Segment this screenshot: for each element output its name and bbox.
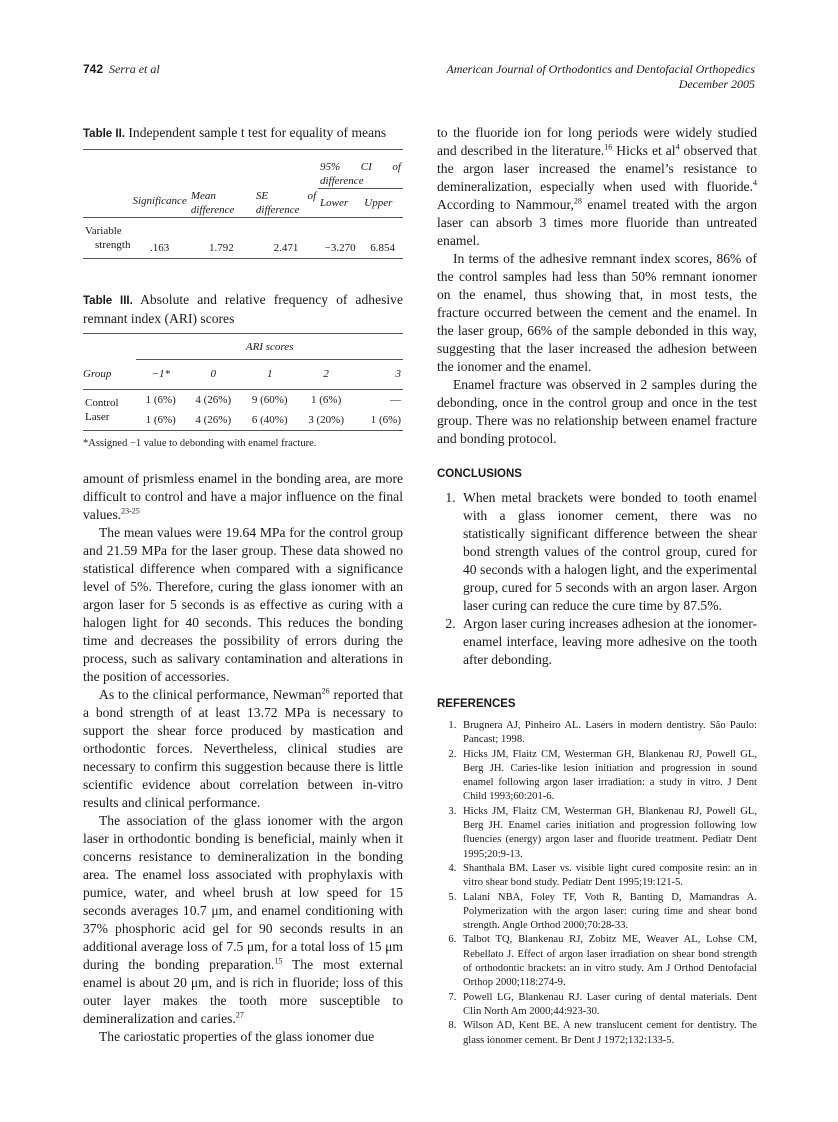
list-item: 2. Argon laser curing increases adhesion at the ionomer-enamel interface, leaving more adhesive on the tooth after debonding.: [459, 615, 757, 669]
reference-item: 7. Powell LG, Blankenau RJ. Laser curing of dental materials. Dent Clin North Am 2000;44:923-30.: [459, 991, 757, 1020]
ci-header: 95% CI of difference: [318, 150, 403, 189]
reference-item: 5. Lalani NBA, Foley TF, Voth R, Banting D, Mamandras A. Polymerization with the argon laser: curing time and shear bond strength. Angle Orthod 2000;70:28-33.: [459, 891, 757, 934]
references-list: [437, 719, 757, 1048]
reference-item: 3. Hicks JM, Flaitz CM, Westerman GH, Blankenau RJ, Powell GL, Berg JH. Enamel caries initiation and progression following low fluencies (energy) argon laser and fluoride treatment. Pediatr Dent 1995;20:9-13.: [459, 805, 757, 862]
reference-item: 2. Hicks JM, Flaitz CM, Westerman GH, Blankenau RJ, Powell GL, Berg JH. Caries-like lesion initiation and progression in sound enamel following argon laser irradiation: a study in vitro. J Dent Child 1993;60:201-6.: [459, 748, 757, 805]
reference-item: 6. Talbot TQ, Blankenau RJ, Zobitz ME, Weaver AL, Lohse CM, Rebellato J. Effect of argon laser irradiation on shear bond strength of orthodontic brackets: an in vitro study. Am J Orthod Dentofacial Orthop 2000;118:274-9.: [459, 933, 757, 990]
page-number: 742: [83, 62, 104, 76]
journal-name: American Journal of Orthodontics and Dentofacial Orthopedics: [446, 62, 755, 76]
references-heading: REFERENCES: [437, 698, 516, 710]
conclusions-heading: CONCLUSIONS: [437, 468, 522, 480]
table3-footnote: *Assigned −1 value to debonding with enamel fracture.: [83, 438, 317, 449]
reference-item: 1. Brugnera AJ, Pinheiro AL. Lasers in modern dentistry. São Paulo: Pancast; 1998.: [459, 719, 757, 748]
left-body: amount of prismless enamel in the bonding area, are more difficult to control and have a major influence on the final values.$^{23-25}$ The mean values were 19.64 MPa for the control group and 21.59 MPa for the laser group. These data showed no statistical difference when compared with a significance level of 5%. Therefore, curing the glass ionomer with an argon laser for 5 seconds is as effective as curing with a halogen light for 40 seconds. This reduces the bonding time and decreases the possibility of errors during the process, such as salivary contamination and alterations in the position of accessories. As to the clinical performance, Newman$^{26}$ reported that a bond strength of at least 13.72 MPa is necessary to support the shear force produced by mastication and orthodontic forces. Nevertheless, clinical studies are necessary to confirm this suggestion because there is little scientific evidence about correlation between in-vitro results and clinical performance. The association of the glass ionomer with the argon laser in orthodontic bonding is beneficial, mainly when it concerns resistance to demineralization in the bonding area. The enamel loss associated with prophylaxis with pumice, water, and wheel brush at low speed for 15 seconds averages 10.7 μm, and enamel conditioning with 37% phosphoric acid gel for 90 seconds results in an additional average loss of 7.5 μm, for a total loss of 15 μm during the bonding preparation.$^{15}$ The most external enamel is about 20 μm, and is rich in fluoride; loss of this outer layer makes the tooth more susceptible to demineralization and caries.$^{27}$ The cariostatic properties of the glass ionomer due: [83, 471, 403, 1044]
author: Serra et al: [109, 62, 160, 76]
conclusions-list: [437, 489, 757, 669]
table3: ARI scores Group −1* 0 1 2 3 Control 1 (6%) 4 (26%) 9 (60%) 1 (6%) — Laser 1 (6%) 4 (26%) 6 (40%) 3 (20%) 1 (6%): [83, 333, 403, 432]
list-item: 1. When metal brackets were bonded to tooth enamel with a glass ionomer cement, there was no statistically significant difference between the shear bond strength values of the control group, cured for 40 seconds with a halogen light, and the experimental group, cured for 5 seconds with an argon laser. Argon laser curing can reduce the cure time by 87.5%.: [459, 489, 757, 615]
table3-caption: Table III. Absolute and relative frequency of adhesive remnant index (ARI) scores: [83, 291, 403, 326]
right-column: to the fluoride ion for long periods were widely studied and described in the literature.$^{16}$ Hicks et $al^4$ observed that the argon laser increased the enamel’s resistance to demineralization, especially when used with fluoride.$^4$ According to Nammour,$^{28}$ enamel treated with the argon laser can absorb 3 times more fluoride than untreated enamel. In terms of the adhesive remnant index scores, 86% of the control samples had less than 50% remnant ionomer on the enamel, thus showing that, in most tests, the fracture occurred between the cement and the enamel. In the laser group, 66% of the sample debonded in this way, suggesting that the laser increased the adhesion between the ionomer and the enamel. Enamel fracture was observed in 2 samples during the debonding, once in the control group and once in the test group. There was no relationship between enamel fracture and bonding protocol. CONCLUSIONS 1. When metal brackets were bonded to tooth enamel with a glass ionomer cement, there was no statistically significant difference between the shear bond strength values of the control group, cured for 40 seconds with a halogen light, and the experimental group, cured for 5 seconds with an argon laser. Argon laser curing can reduce the cure time by 87.5%. 2. Argon laser curing increases adhesion at the ionomer-enamel interface, leaving more adhesive on the tooth after debonding. REFERENCES 1. Brugnera AJ, Pinheiro AL. Lasers in modern dentistry. São Paulo: Pancast; 1998. 2. Hicks JM, Flaitz CM, Westerman GH, Blankenau RJ, Powell GL, Berg JH. Caries-like lesion initiation and progression in sound enamel following argon laser irradiation: a study in vitro. J Dent Child 1993;60:201-6. 3. Hicks JM, Flaitz CM, Westerman GH, Blankenau RJ, Powell GL, Berg JH. Enamel caries initiation and progression following low fluencies (energy) argon laser and fluoride treatment. Pediatr Dent 1995;20:9-13. 4. Shanthala BM. Laser vs. visible light cured composite resin: an in vitro shear bond study. Pediatr Dent 1995;19:121-5. 5. Lalani NBA, Foley TF, Voth R, Banting D, Mamandras A. Polymerization with the argon laser: curing time and shear bond strength. Angle Orthod 2000;70:28-33. 6. Talbot TQ, Blankenau RJ, Zobitz ME, Weaver AL, Lohse CM, Rebellato J. Effect of argon laser irradiation on shear bond strength of orthodontic brackets: an in vitro study. Am J Orthod Dentofacial Orthop 2000;118:274-9. 7. Powell LG, Blankenau RJ. Laser curing of dental materials. Dent Clin North Am 2000;44:923-30. 8. Wilson AD, Kent BE. A new translucent cement for dentistry. The glass ionomer cement. Br Dent J 1972;132:133-5.: [437, 124, 757, 1048]
left-column: [83, 124, 403, 453]
running-header-right: [446, 62, 755, 92]
table2-caption: Table II. Independent sample t test for equality of means: [83, 125, 387, 140]
reference-item: 4. Shanthala BM. Laser vs. visible light cured composite resin: an in vitro shear bond study. Pediatr Dent 1995;19:121-5.: [459, 862, 757, 891]
running-header-left: [83, 62, 160, 77]
reference-item: 8. Wilson AD, Kent BE. A new translucent cement for dentistry. The glass ionomer cement. Br Dent J 1972;132:133-5.: [459, 1019, 757, 1048]
table-row: strength .163 1.792 2.471 −3.270 6.854: [95, 238, 396, 254]
table-row: Control 1 (6%) 4 (26%) 9 (60%) 1 (6%) —: [83, 390, 403, 411]
table-row: Laser 1 (6%) 4 (26%) 6 (40%) 3 (20%) 1 (6%): [85, 411, 401, 426]
table2: 95% CI of difference Significance Mean difference SE of difference Lower Upper Variable strength .163 1.792 2.471 −3.270 6.854: [83, 149, 403, 259]
issue-date: December 2005: [678, 77, 755, 91]
